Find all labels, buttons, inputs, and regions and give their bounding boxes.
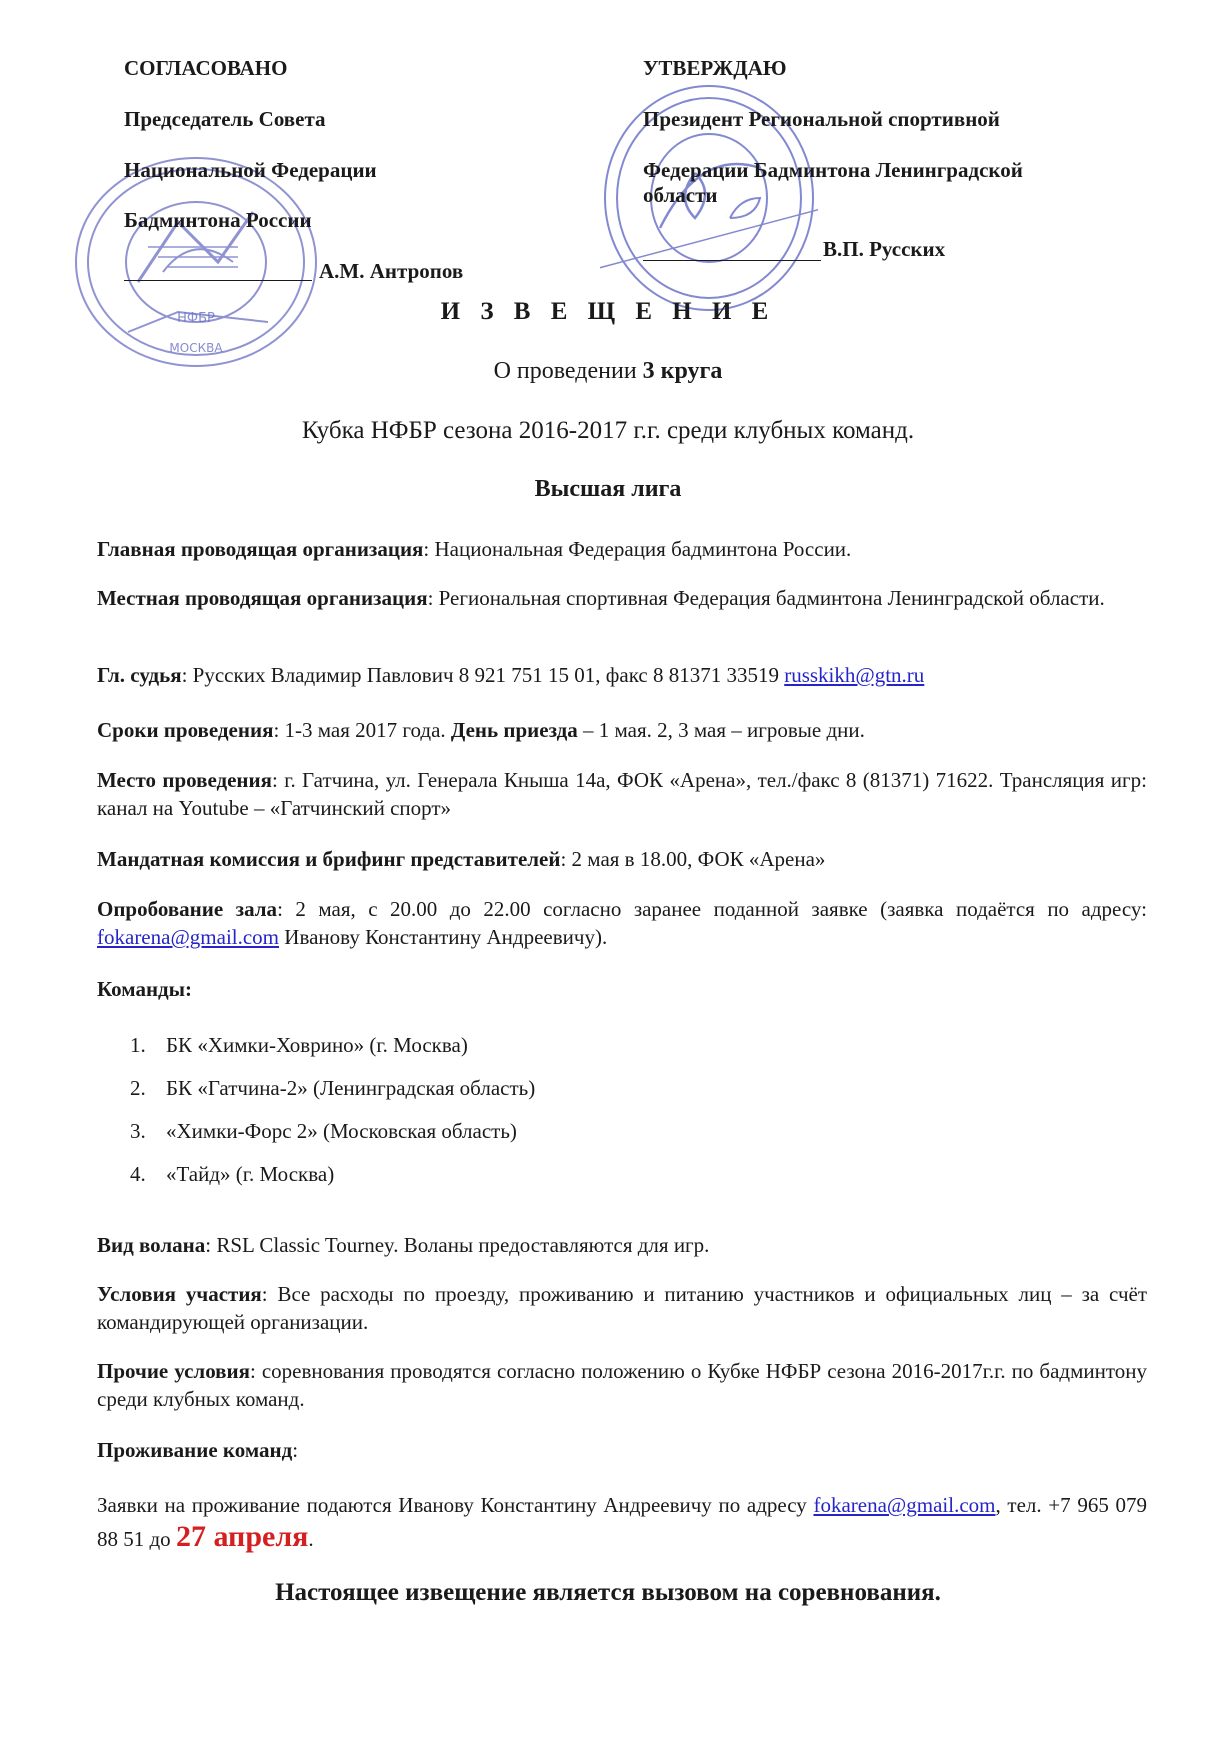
main-organizer-paragraph <box>97 535 1147 563</box>
team-name: БК «Гатчина-2» (Ленинградская область) <box>166 1076 536 1100</box>
document-heading: И З В Е Щ Е Н И Е <box>440 298 776 325</box>
accommodation-heading <box>97 1436 1147 1464</box>
dates-paragraph <box>97 716 1147 744</box>
mandate-paragraph <box>97 845 1147 873</box>
requests-text: Заявки на проживание подаются Иванову Константину Андреевичу по адресу <box>97 1493 814 1517</box>
approved-signature-line <box>643 260 821 261</box>
hall-test-value: : 2 мая, с 20.00 до 22.00 согласно заранее поданной заявке (заявка подаётся по адресу: <box>277 897 1147 921</box>
local-organizer-paragraph <box>97 584 1147 612</box>
hall-test-value-end: Иванову Константину Андреевичу). <box>279 925 608 949</box>
main-organizer-label: Главная проводящая организация <box>97 537 424 561</box>
document-subtitle-1 <box>0 358 1216 385</box>
approved-line-3: области <box>643 183 718 207</box>
teams-list <box>130 1033 1030 1193</box>
shuttle-paragraph <box>97 1231 1147 1259</box>
accommodation-label: Проживание команд <box>97 1438 293 1462</box>
chief-judge-email-link[interactable]: russkikh@gtn.ru <box>784 663 925 687</box>
venue-value: : г. Гатчина, ул. Генерала Кныша 14а, ФОК «Арена», тел./факс 8 (81371) 71622. Трансляция игр: канал на Youtube – «Гатчинский спорт» <box>97 768 1147 820</box>
arrival-label: День приезда <box>450 718 578 742</box>
agreed-line-2: Национальной Федерации <box>124 158 377 182</box>
other-conditions-value: : соревнования проводятся согласно положению о Кубке НФБР сезона 2016-2017г.г. по бадминтону среди клубных команд. <box>97 1359 1147 1411</box>
mandate-label: Мандатная комиссия и брифинг представителей <box>97 847 561 871</box>
subtitle-round: 3 круга <box>642 358 723 384</box>
accommodation-colon: : <box>292 1438 299 1462</box>
svg-text:НФБР: НФБР <box>177 311 215 326</box>
teams-heading <box>97 975 1147 1003</box>
subtitle-prefix: О проведении <box>493 358 643 384</box>
mandate-value: : 2 мая в 18.00, ФОК «Арена» <box>560 847 826 871</box>
agreed-line-3: Бадминтона России <box>124 208 312 232</box>
agreed-line-1: Председатель Совета <box>124 107 326 131</box>
deadline-date: 27 апреля <box>175 1520 309 1553</box>
arrival-value: – 1 мая. 2, 3 мая – игровые дни. <box>577 718 865 742</box>
chief-judge-value: : Русских Владимир Павлович 8 921 751 15 01, факс 8 81371 33519 <box>181 663 785 687</box>
local-organizer-label: Местная проводящая организация <box>97 586 428 610</box>
league-title: Высшая лига <box>534 476 682 502</box>
team-name: «Тайд» (г. Москва) <box>166 1162 335 1186</box>
approved-title: УТВЕРЖДАЮ <box>643 56 787 80</box>
main-organizer-value: : Национальная Федерация бадминтона России. <box>423 537 852 561</box>
team-number: 4. <box>130 1162 146 1186</box>
svg-text:МОСКВА: МОСКВА <box>169 341 223 355</box>
approval-approved-block <box>643 0 1103 290</box>
team-number: 3. <box>130 1119 146 1143</box>
list-item <box>130 1162 334 1187</box>
other-conditions-label: Прочие условия <box>97 1359 250 1383</box>
approval-agreed-block <box>124 0 524 290</box>
hall-test-label: Опробование зала <box>97 897 278 921</box>
hall-test-email-link[interactable]: fokarena@gmail.com <box>97 925 280 949</box>
requests-phone: , тел. +7 965 079 88 51 до <box>97 1493 1147 1551</box>
team-number: 2. <box>130 1076 146 1100</box>
approved-line-1: Президент Региональной спортивной <box>643 107 1000 131</box>
chief-judge-label: Гл. судья <box>97 663 182 687</box>
local-organizer-value: : Региональная спортивная Федерация бадминтона Ленинградской области. <box>427 586 1105 610</box>
shuttle-label: Вид волана <box>97 1233 206 1257</box>
approved-line-2: Федерации Бадминтона Ленинградской <box>643 158 1023 182</box>
dates-label: Сроки проведения <box>97 718 274 742</box>
list-item <box>130 1119 517 1144</box>
venue-paragraph <box>97 766 1147 822</box>
agreed-title: СОГЛАСОВАНО <box>124 56 288 80</box>
team-number: 1. <box>130 1033 146 1057</box>
list-item <box>130 1076 535 1101</box>
agreed-signature-line <box>124 280 312 281</box>
call-to-competition: Настоящее извещение является вызовом на соревнования. <box>275 1579 941 1606</box>
shuttle-value: : RSL Classic Tourney. Воланы предоставляются для игр. <box>205 1233 710 1257</box>
other-conditions-paragraph <box>97 1357 1147 1413</box>
dates-value: : 1-3 мая 2017 года. <box>273 718 451 742</box>
deadline-end: . <box>308 1527 314 1551</box>
venue-label: Место проведения <box>97 768 272 792</box>
participation-label: Условия участия <box>97 1282 262 1306</box>
requests-email-link[interactable]: fokarena@gmail.com <box>813 1493 996 1517</box>
list-item <box>130 1033 468 1058</box>
teams-label: Команды: <box>97 977 193 1001</box>
accommodation-requests-paragraph <box>97 1489 1147 1555</box>
participation-value: : Все расходы по проезду, проживанию и питанию участников и официальных лиц – за счёт командирующей организации. <box>97 1282 1148 1334</box>
team-name: «Химки-Форс 2» (Московская область) <box>166 1119 517 1143</box>
participation-paragraph <box>97 1280 1147 1336</box>
chief-judge-paragraph <box>97 661 1147 689</box>
hall-test-paragraph <box>97 895 1147 951</box>
agreed-signatory: А.М. Антропов <box>319 259 464 283</box>
approved-signatory: В.П. Русских <box>823 237 946 261</box>
document-subtitle-2: Кубка НФБР сезона 2016-2017 г.г. среди клубных команд. <box>301 417 915 444</box>
team-name: БК «Химки-Ховрино» (г. Москва) <box>166 1033 468 1057</box>
